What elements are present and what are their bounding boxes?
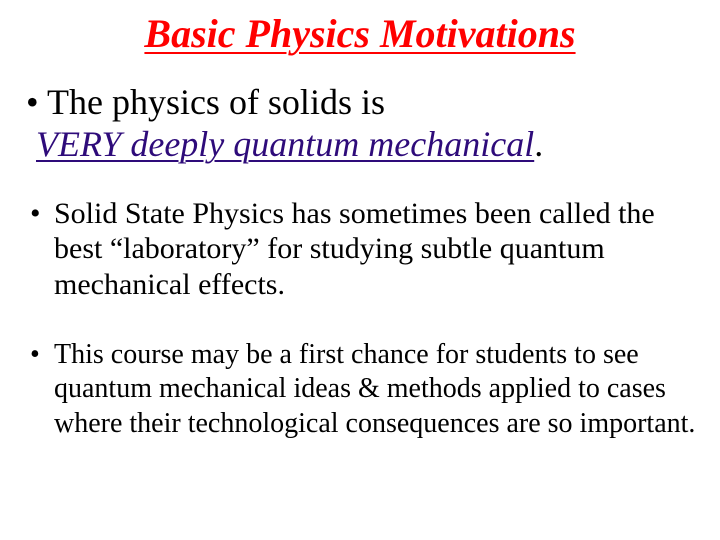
bullet-3-text: This course may be a first chance for students to see quantum mechanical ideas & methods applied to cases where their technological consequences are so important. [54, 339, 696, 439]
bullet-3 [30, 338, 710, 441]
bullet-1-period: . [534, 124, 544, 165]
bullet-1-marker: • [26, 82, 39, 122]
bullet-1-text: The physics of solids is [46, 82, 385, 122]
bullet-3-marker: • [30, 339, 40, 370]
bullet-2-marker: • [30, 197, 41, 230]
bullet-2-text: Solid State Physics has sometimes been called the best “laboratory” for studying subtle quantum mechanical effects. [54, 197, 655, 301]
bullet-1-emphasis: VERY deeply quantum mechanical [36, 124, 535, 165]
bullet-2 [30, 196, 710, 302]
slide-title: Basic Physics Motivations [144, 11, 576, 56]
bullet-1 [26, 81, 716, 166]
